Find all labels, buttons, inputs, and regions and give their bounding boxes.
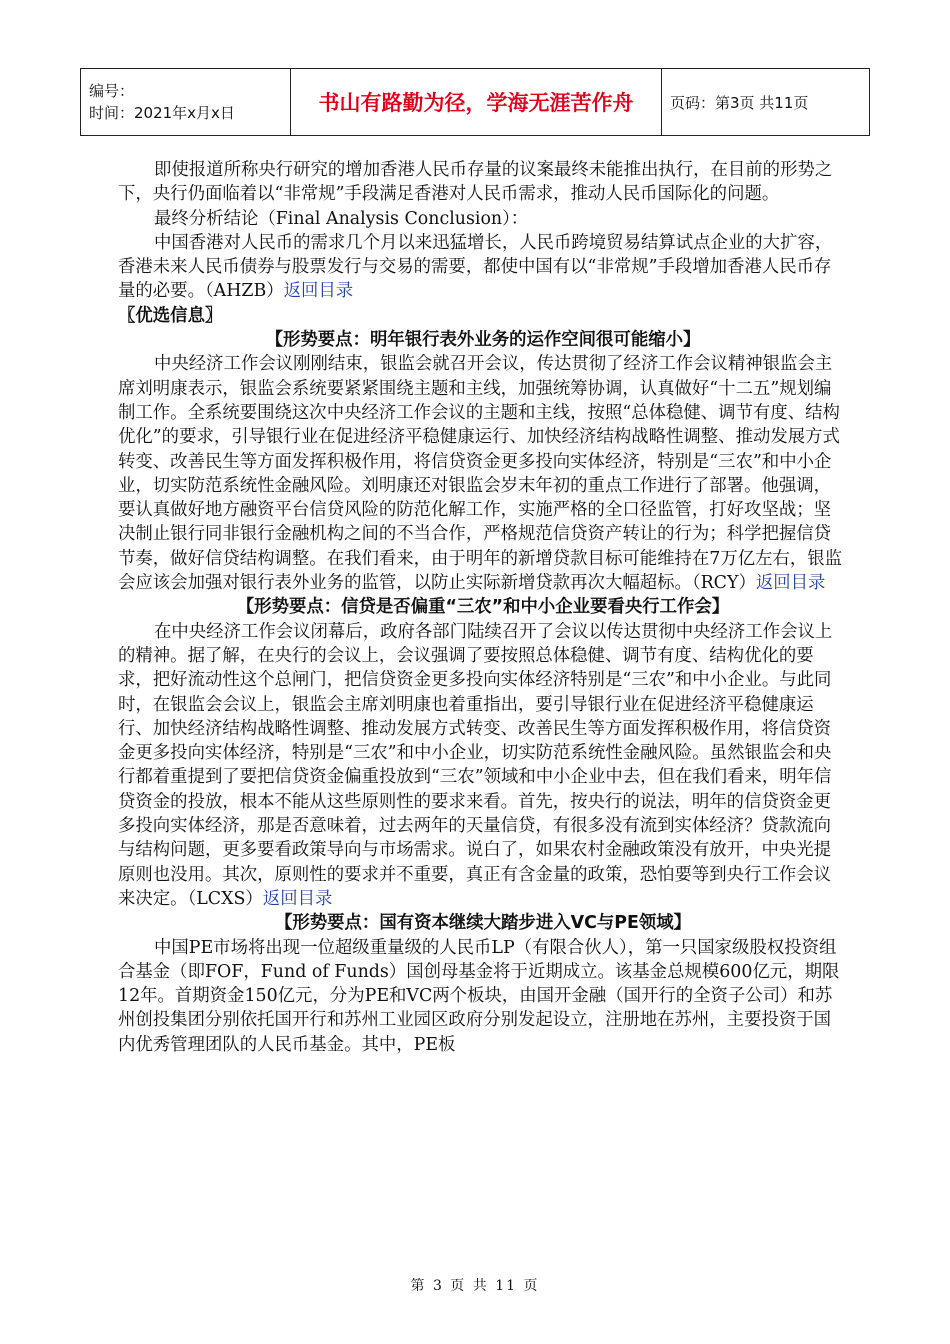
document-body: [118, 158, 848, 1057]
return-toc-link[interactable]: 返回目录: [283, 281, 354, 302]
paragraph: 中国香港对人民币的需求几个月以来迅猛增长，人民币跨境贸易结算试点企业的大扩容，香港未来人民币债券与股票发行与交易的需要，都使中国有以“非常规”手段增加香港人民币存量的必要。（AHZB）返回目录: [118, 232, 833, 302]
paragraph: 即使报道所称央行研究的增加香港人民币存量的议案最终未能推出执行，在目前的形势之下，央行仍面临着以“非常规”手段满足香港对人民币需求，推动人民币国际化的问题。: [118, 160, 833, 205]
document-date: 时间：2021年x月x日: [89, 104, 235, 122]
conclusion-label: 最终分析结论（Final Analysis Conclusion）：: [154, 208, 529, 229]
paragraph: 中国PE市场将出现一位超级重量级的人民币LP（有限合伙人），第一只国家级股权投资组合基金（即FOF，Fund of Funds）国创母基金将于近期成立。该基金总规模600亿元，期限12年。首期资金150亿元，分为PE和VC两个板块，由国开金融（国开行的全资子公司）和苏州创投集团分别依托国开行和苏州工业园区政府分别发起设立，注册地在苏州，主要投资于国内优秀管理团队的人民币基金。其中，PE板: [118, 937, 840, 1055]
header-meta: [81, 69, 291, 136]
article-title: 【形势要点：明年银行表外业务的运作空间很可能缩小】: [265, 330, 701, 351]
header-motto: 书山有路勤为径，学海无涯苦作舟: [291, 69, 662, 136]
document-number: 编号：: [89, 82, 135, 100]
return-toc-link[interactable]: 返回目录: [262, 888, 333, 909]
header-page-number: 页码：第3页 共11页: [662, 69, 870, 136]
paragraph: 在中央经济工作会议闭幕后，政府各部门陆续召开了会议以传达贯彻中央经济工作会议上的精神。据了解，在央行的会议上，会议强调了要按照总体稳健、调节有度、结构优化的要求，把好流动性这个总闸门，把信贷资金更多投向实体经济特别是“三农”和中小企业。与此同时，在银监会会议上，银监会主席刘明康也着重指出，要引导银行业在促进经济平稳健康运行、加快经济结构战略性调整、推动发展方式转变、改善民生等方面发挥积极作用，将信贷资金更多投向实体经济，特别是“三农”和中小企业，切实防范系统性金融风险。虽然银监会和央行都着重提到了要把信贷资金偏重投放到“三农”领域和中小企业中去，但在我们看来，明年信贷资金的投放，根本不能从这些原则性的要求来看。首先，按央行的说法，明年的信贷资金更多投向实体经济，那是否意味着，过去两年的天量信贷，有很多没有流到实体经济？贷款流向与结构问题，更多要看政策导向与市场需求。说白了，如果农村金融政策没有放开，中央光提原则也没用。其次，原则性的要求并不重要，真正有含金量的政策，恐怕要等到央行工作会议来决定。（LCXS）返回目录: [118, 621, 833, 909]
paragraph: 中央经济工作会议刚刚结束，银监会就召开会议，传达贯彻了经济工作会议精神银监会主席刘明康表示，银监会系统要紧紧围绕主题和主线，加强统筹协调，认真做好“十二五”规划编制工作。全系统要围绕这次中央经济工作会议的主题和主线，按照“总体稳健、调节有度、结构优化”的要求，引导银行业在促进经济平稳健康运行、加快经济结构战略性调整、推动发展方式转变、改善民生等方面发挥积极作用，将信贷资金更多投向实体经济，特别是“三农”和中小企业，切实防范系统性金融风险。刘明康还对银监会岁末年初的重点工作进行了部署。他强调，要认真做好地方融资平台信贷风险的防范化解工作，实施严格的全口径监管，打好攻坚战；坚决制止银行同非银行金融机构之间的不当合作，严格规范信贷资产转让的行为；科学把握信贷节奏，做好信贷结构调整。在我们看来，由于明年的新增贷款目标可能维持在7万亿左右，银监会应该会加强对银行表外业务的监管，以防止实际新增贷款再次大幅超标。（RCY）返回目录: [118, 354, 843, 594]
return-toc-link[interactable]: 返回目录: [755, 573, 826, 594]
page-footer: 第 3 页 共 11 页: [410, 1278, 540, 1294]
article-title: 【形势要点：信贷是否偏重“三农”和中小企业要看央行工作会】: [236, 597, 730, 618]
section-heading: 〖优选信息〗: [118, 305, 223, 326]
article-title: 【形势要点：国有资本继续大踏步进入VC与PE领域】: [274, 913, 692, 934]
page-header: [80, 68, 870, 136]
